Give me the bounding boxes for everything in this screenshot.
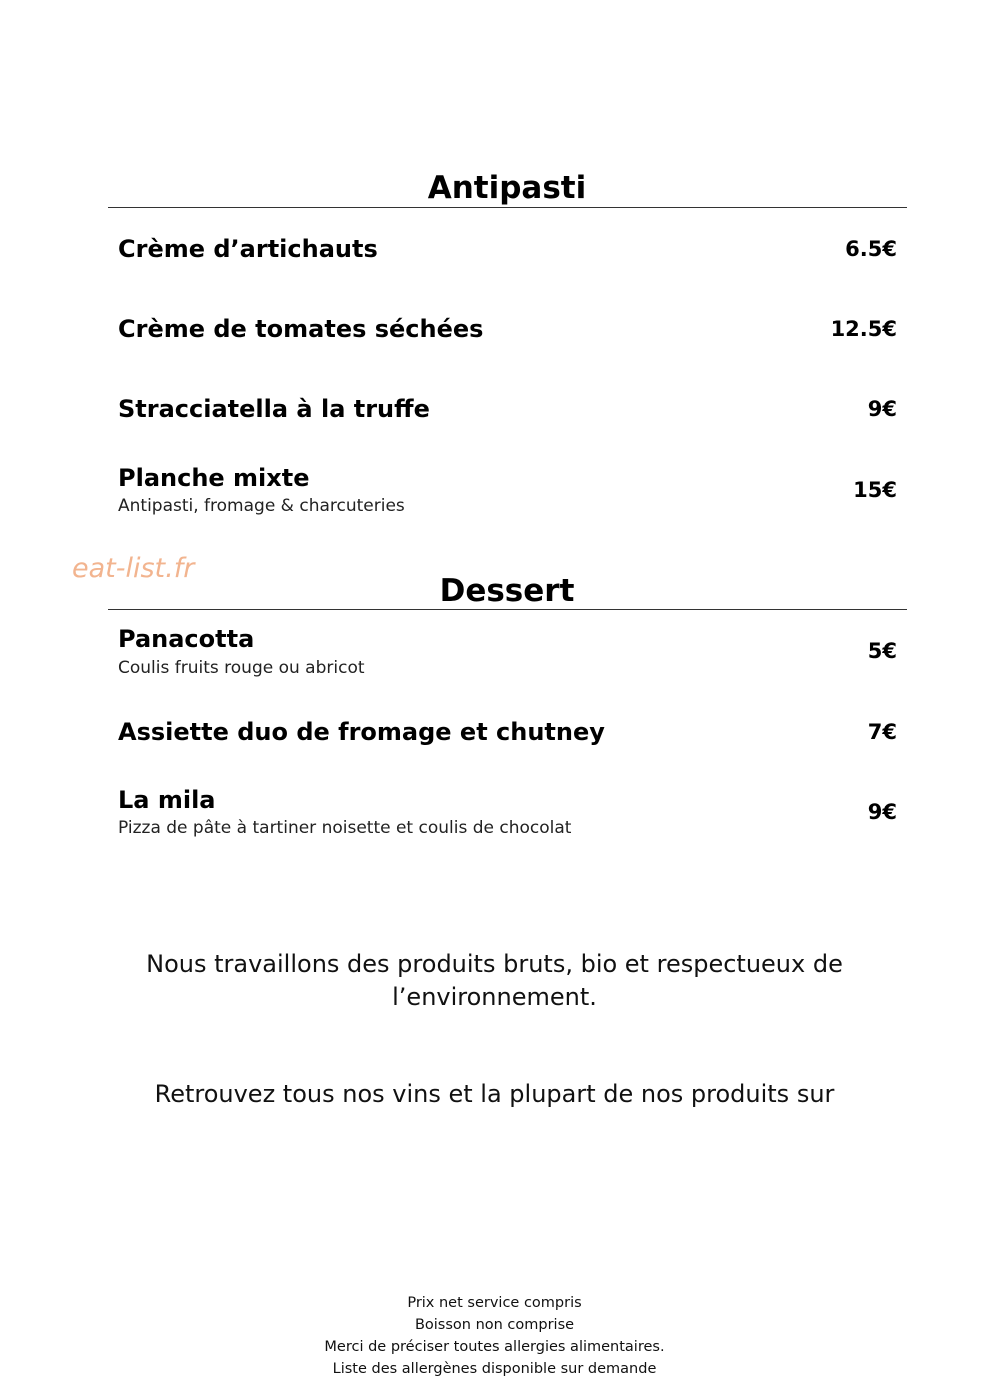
item-name: Assiette duo de fromage et chutney <box>118 718 605 746</box>
item-price: 9€ <box>867 800 897 824</box>
section-divider <box>108 207 907 208</box>
note-line: Nous travaillons des produits bruts, bio et respectueux de <box>146 950 843 978</box>
section-divider <box>108 609 907 610</box>
note-line: Retrouvez tous nos vins et la plupart de nos produits sur <box>154 1080 835 1108</box>
item-price: 6.5€ <box>845 237 897 261</box>
item-description: Coulis fruits rouge ou abricot <box>118 658 365 678</box>
note-line: l’environnement. <box>392 983 597 1011</box>
watermark-text: eat-list.fr <box>72 553 195 584</box>
item-price: 7€ <box>867 720 897 744</box>
item-name: Panacotta <box>118 625 255 653</box>
item-price: 9€ <box>867 397 897 421</box>
footer-line: Merci de préciser toutes allergies alimentaires. <box>324 1339 665 1355</box>
item-name: Crème d’artichauts <box>118 235 378 263</box>
footer-line: Liste des allergènes disponible sur demande <box>332 1361 657 1377</box>
item-name: Planche mixte <box>118 464 310 492</box>
item-price: 5€ <box>867 639 897 663</box>
item-description: Pizza de pâte à tartiner noisette et coulis de chocolat <box>118 818 572 838</box>
item-price: 15€ <box>853 478 897 502</box>
footer-line: Boisson non comprise <box>414 1317 575 1333</box>
section-title-antipasti: Antipasti <box>427 170 587 206</box>
footer-info <box>200 1292 789 1380</box>
item-name: Stracciatella à la truffe <box>118 395 430 423</box>
section-title-dessert: Dessert <box>439 573 575 609</box>
item-description: Antipasti, fromage & charcuteries <box>118 496 405 516</box>
item-name: La mila <box>118 786 216 814</box>
footer-line: Prix net service compris <box>407 1295 582 1311</box>
item-name: Crème de tomates séchées <box>118 315 484 343</box>
item-price: 12.5€ <box>830 317 897 341</box>
